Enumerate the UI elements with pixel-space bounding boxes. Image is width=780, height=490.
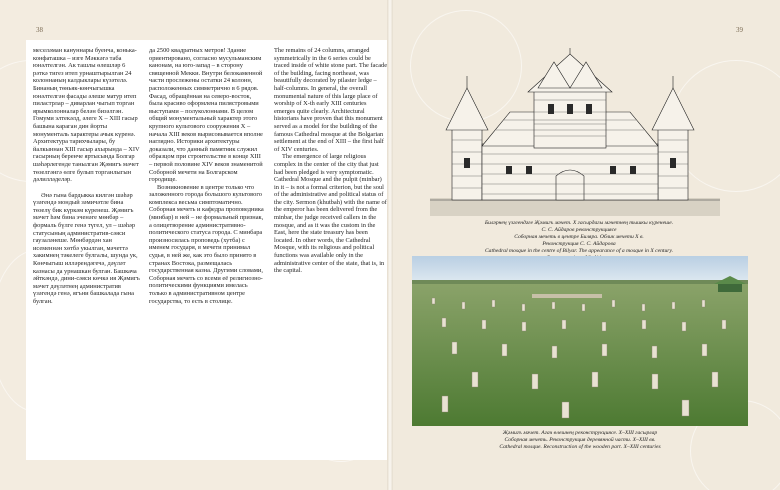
paragraph: Әнә гына бардыкка килгән шәһәр үзәгендә мондый зәмичәтле бина төзелү бик күркәм күренеш. Җәмигъ мәчет һәм бина эченәге мөнбәр – формаль бүлге генә түгел, ул – шәһәр статусының административ-сәяси гаузаләнеше. Мөнбәрдән хан исеменнән хөтбә укылган, мәчеттә хакимнең тәкелеге булгалы, шунда ук, Көнчыгыш илләрендәгечә, дәүләт казнасы да урнашкан булган. Башкача әйткәндә, дини-сәяси көчкә ия Җәмигъ мәчет дәүләтнең административ үзәгендә генә, ягъни башкалада гына булган. [33, 191, 140, 305]
mosque-drawing [430, 48, 720, 216]
caption-line: Җәмигъ мәчет. Агач өлешнең реконструкциясе. X–XIII гасырлар [502, 430, 658, 436]
caption-line: Соборная мечеть в центре Биляра. Облик мечети X в. [514, 233, 644, 240]
book-fold [387, 0, 393, 490]
paragraph: The emergence of large religious complex in the center of the city that just had been pledged is very symptomatic. Cathedral Mosque and the pulpit (minbar) in it – is not a formal criterion, but the soul of the administrative and political status of the city. Sermon (khutbah) with the name of the emperor has been delivered from the minbar, the judge received callers in the mosque, and as it was the custom in the East, here the state treasury has been located. In other words, the Cathedral Mosque, with its religious and political functions was available only in the administrative center of the state, that is, in the capital. [274, 153, 387, 275]
figure-caption-bottom [412, 430, 748, 451]
caption-line: Cathedral mosque. Reconstruction of the wooden part. X–XIII centuries [499, 443, 661, 450]
page-number-right: 39 [736, 26, 743, 34]
caption-line: Биләрнең үзәгендәге Җәмигъ мәчет. X гасырдагы мәчетнең тышкы күренеше. [484, 220, 674, 226]
caption-line: Соборная мечеть. Реконструкция деревянной части. X–XIII вв. [504, 436, 656, 443]
mosque-drawing-svg [430, 48, 720, 216]
right-page [390, 0, 780, 490]
reconstruction-photo [412, 256, 748, 426]
caption-line: Реконструкция С. С. Айдарова [542, 240, 616, 247]
caption-line: С. С. Айдаров реконструкциясе [541, 226, 617, 233]
page-number-left: 38 [36, 26, 43, 34]
reconstruction-photo-svg [412, 256, 748, 426]
english-text-column [274, 47, 388, 275]
tatar-text-column [33, 47, 141, 306]
paragraph: Возникновение в центре только что заложенного города большого культового комплекса весьма симптоматично. Соборная мечеть и кафедра проповедника (минбар) в ней – не формальный признак, а олицетворение административно-политического статуса города. С минбара произносилась проповедь (хутба) с именем государя, в мечети принимал судья, в ней же, как это было принято в странах Востока, размещалась государственная казна. Другими словами, Соборная мечеть со всеми её религиозно-политическими функциями имелась только в административном центре государства, то есть в столице. [149, 183, 264, 305]
paragraph: да 2500 квадратных метров! Здание ориентировано, согласно мусульманским канонам, на юго-запад – в сторону священной Мекки. Внутри белокаменной части прослежены остатки 24 колонн, расположенных симметрично в 6 рядов. Фасад, обращённая на северо-восток, была красиво оформлена пилястровыми выступами – полуколоннами. В целом общий монументальный характер этого крупного культового сооружения X – начала XIII веков вырисовывается вполне наглядно. Историки архитектуры доказали, что данный памятник служил образцом при строительстве в конце XIII – первой половине XIV веков знаменитой Соборной мечети на Болгарском городище. [149, 47, 263, 184]
russian-text-column [149, 47, 265, 305]
paragraph: меселәман кануннары буенча, конька-конфаташка – изге Мәккәгә таба юнәлтелгән. Ак ташлы өлешләр 6 рәткә тигез итеп урнаштырылган 24 колоннаның калдыклары күзәтелә. Бинаның төньяк-көнчыгышка юнәлтелгән фасады әлеше матур итеп пиластрлар – диварлан чыгып торган ярымколонналар белән бизәлгән. Гомуми элтекәлд, әлеге X – XIII гасыр башына караган дин йорты монументаль характеры ачык күренә. Архитектура тарихчылары, бу йалкыннан XIII гасыр ахырында – XIV гасырның беренче яртысында Болгар шәһәрлегенде танылган Җәмигъ мәчет төзелгәнгә өлге булып торганлыгын дәлилләделәр. [33, 47, 140, 184]
caption-line: Cathedral mosque in the centre of Bilyar. The appearance of a mosque in X century. [484, 247, 674, 254]
paragraph: The remains of 24 columns, arranged symmetrically in the 6 series could be traced inside of white stone part. The facade of the building, facing northeast, was beautifully decorated by pilaster ledge – half-columns. In general, the overall monumental nature of this large place of worship of X-th early XIII centuries emerges quite clearly. Architectural historians have proven that this monument served as a model for the building of the famous Cathedral mosque at the Bolgarian settlement at the end of XIII – the first half of XIV centuries. [274, 47, 388, 153]
